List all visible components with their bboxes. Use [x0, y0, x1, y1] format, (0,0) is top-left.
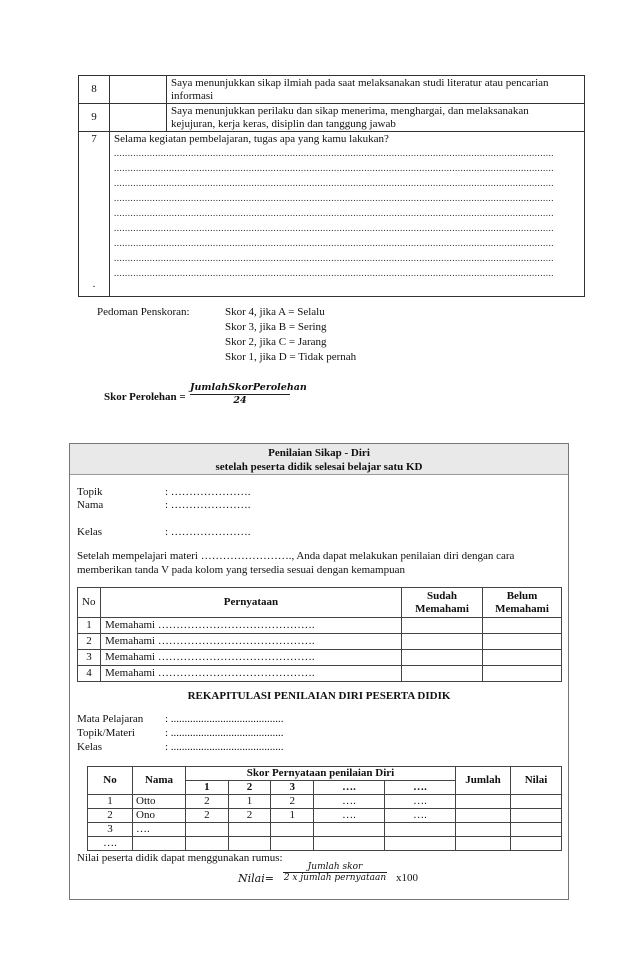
cell-nilai [511, 837, 562, 851]
sudah-checkbox-cell[interactable] [402, 650, 483, 666]
empty-cell [110, 104, 167, 132]
header-no: No [78, 588, 101, 618]
equals-sign: = [179, 391, 186, 403]
formula-numerator: Jumlah skor [283, 862, 387, 873]
cell-score: …. [385, 809, 456, 823]
statement-text: Memahami ……………………………………. [101, 666, 402, 682]
question-number: 7 [91, 133, 97, 145]
cell-score: …. [314, 809, 385, 823]
cell-nilai [511, 823, 562, 837]
table-header-row [88, 767, 562, 781]
header-col: 3 [271, 781, 314, 795]
cell-nama: Otto [133, 795, 186, 809]
cell-score [186, 823, 229, 837]
header-pernyataan: Pernyataan [101, 588, 402, 618]
statement-line: informasi [171, 89, 214, 102]
statement-cell [167, 104, 585, 132]
cell-score [228, 823, 271, 837]
sudah-checkbox-cell[interactable] [402, 666, 483, 682]
cell-score: …. [314, 795, 385, 809]
cell-no: …. [88, 837, 133, 851]
cell-no: 3 [88, 823, 133, 837]
cell-score [314, 823, 385, 837]
header-skor: Skor Pernyataan penilaian Diri [186, 767, 456, 781]
cell-score: 2 [186, 795, 229, 809]
belum-checkbox-cell[interactable] [483, 666, 562, 682]
table-row [78, 618, 562, 634]
table-header-row [78, 588, 562, 618]
statement-line: Saya menunjukkan sikap ilmiah pada saat melaksanakan studi literatur atau pencarian [171, 77, 549, 89]
cell-score [385, 823, 456, 837]
field-kelas-label: Kelas [77, 526, 103, 538]
cell-nama: …. [133, 823, 186, 837]
rekap-field-label: Topik/Materi [77, 727, 135, 739]
header-col: …. [314, 781, 385, 795]
cell-nama: Ono [133, 809, 186, 823]
answer-line: ................................................................................................................................................................ [114, 237, 554, 248]
table-row [78, 650, 562, 666]
rekap-field-value: : ......................................... [165, 741, 284, 753]
scoring-guide-list [225, 305, 356, 365]
cell-score [314, 837, 385, 851]
field-kelas-value: : …………………. [165, 526, 251, 538]
cell-no: 2 [88, 809, 133, 823]
cell-score [271, 823, 314, 837]
belum-checkbox-cell[interactable] [483, 618, 562, 634]
cell-jumlah [456, 823, 511, 837]
question-number-cell [79, 132, 110, 297]
cell-score [385, 837, 456, 851]
instruction-line: memberikan tanda V pada kolom yang tersedia sesuai dengan kemampuan [77, 564, 405, 576]
header-col: 2 [228, 781, 271, 795]
cell-no: 1 [88, 795, 133, 809]
question-row [79, 132, 585, 297]
top-table [78, 75, 585, 297]
fraction-denominator: 24 [233, 395, 247, 406]
nilai-instruction: Nilai peserta didik dapat menggunakan rumus: [77, 852, 283, 864]
table-row [78, 634, 562, 650]
skor-label-text: Skor Perolehan [104, 391, 177, 403]
answer-line: ................................................................................................................................................................ [114, 222, 554, 233]
self-assessment-frame [69, 443, 569, 900]
cell-score: 2 [186, 809, 229, 823]
table-row [79, 104, 585, 132]
statement-text: Memahami ……………………………………. [101, 650, 402, 666]
question-cell [110, 132, 585, 297]
field-topik-value: : …………………. [165, 486, 251, 498]
header-belum [483, 588, 562, 618]
header-sudah-line1: Sudah [427, 589, 457, 602]
answer-line: ................................................................................................................................................................ [114, 252, 554, 263]
sudah-checkbox-cell[interactable] [402, 634, 483, 650]
answer-line: ................................................................................................................................................................ [114, 267, 554, 278]
sudah-checkbox-cell[interactable] [402, 618, 483, 634]
statement-line: kejujuran, kerja keras, disiplin dan tanggung jawab [171, 117, 396, 130]
statement-no: 4 [78, 666, 101, 682]
header-no: No [88, 767, 133, 795]
cell-score: 2 [271, 795, 314, 809]
rekap-field-label: Kelas [77, 741, 103, 753]
empty-cell [110, 76, 167, 104]
header-sudah [402, 588, 483, 618]
statement-no: 2 [78, 634, 101, 650]
fraction-numerator: JumlahSkorPerolehan [190, 382, 307, 393]
table-row [88, 837, 562, 851]
cell-score: 1 [271, 809, 314, 823]
answer-line: ................................................................................................................................................................ [114, 192, 554, 203]
table-row [88, 795, 562, 809]
cell-nilai [511, 809, 562, 823]
cell-nilai [511, 795, 562, 809]
cell-score: 1 [228, 795, 271, 809]
header-belum-line1: Belum [506, 589, 538, 602]
cell-jumlah [456, 837, 511, 851]
field-topik-label: Topik [77, 486, 103, 498]
header-nilai: Nilai [511, 767, 562, 795]
header-belum-line2: Memahami [495, 602, 549, 615]
statement-table [77, 587, 562, 682]
belum-checkbox-cell[interactable] [483, 634, 562, 650]
answer-line: ................................................................................................................................................................ [114, 207, 554, 218]
guide-item: Skor 4, jika A = Selalu [225, 306, 325, 318]
statement-no: 1 [78, 618, 101, 634]
statement-no: 3 [78, 650, 101, 666]
header-col: 1 [186, 781, 229, 795]
rekap-field-label: Mata Pelajaran [77, 713, 144, 725]
table-row [78, 666, 562, 682]
cell-score [228, 837, 271, 851]
field-nama-label: Nama [77, 499, 104, 511]
skor-perolehan-label [104, 391, 186, 403]
header-nama: Nama [133, 767, 186, 795]
cell-jumlah [456, 795, 511, 809]
instruction-line: Setelah mempelajari materi ……………………., Anda dapat melakukan penilaian diri dengan cara [77, 550, 515, 562]
guide-label: Pedoman Penskoran: [97, 306, 190, 318]
rekap-table [87, 766, 562, 851]
answer-line: ................................................................................................................................................................ [114, 162, 554, 173]
cell-score [271, 837, 314, 851]
row-number: 8 [79, 76, 110, 104]
belum-checkbox-cell[interactable] [483, 650, 562, 666]
formula-fraction [283, 862, 387, 883]
rekap-title: REKAPITULASI PENILAIAN DIRI PESERTA DIDIK [187, 690, 451, 702]
rekap-field-value: : ......................................... [165, 727, 284, 739]
statement-text: Memahami ……………………………………. [101, 634, 402, 650]
table-row [88, 809, 562, 823]
header-col: …. [385, 781, 456, 795]
guide-item: Skor 3, jika B = Sering [225, 321, 327, 333]
question-text: Selama kegiatan pembelajaran, tugas apa yang kamu lakukan? [114, 133, 389, 145]
question-dot: . [92, 277, 96, 290]
form-subtitle: setelah peserta didik selesai belajar satu KD [215, 461, 423, 473]
answer-line: ................................................................................................................................................................ [114, 177, 554, 188]
table-row [88, 823, 562, 837]
statement-text: Memahami ……………………………………. [101, 618, 402, 634]
header-sudah-line2: Memahami [415, 602, 469, 615]
rekap-field-value: : ......................................... [165, 713, 284, 725]
statement-cell [167, 76, 585, 104]
field-nama-value: : …………………. [165, 499, 251, 511]
row-number: 9 [79, 104, 110, 132]
cell-nama [133, 837, 186, 851]
guide-item: Skor 1, jika D = Tidak pernah [225, 351, 357, 363]
table-row [79, 76, 585, 104]
statement-line: Saya menunjukkan perilaku dan sikap menerima, menghargai, dan melaksanakan [171, 105, 529, 117]
cell-jumlah [456, 809, 511, 823]
guide-item: Skor 2, jika C = Jarang [225, 336, 327, 348]
skor-fraction [190, 382, 307, 406]
cell-score [186, 837, 229, 851]
formula-prefix: Nilai= [238, 872, 274, 885]
answer-line: ................................................................................................................................................................ [114, 147, 554, 158]
form-title: Penilaian Sikap - Diri [268, 447, 370, 459]
cell-score: 2 [228, 809, 271, 823]
formula-denominator: 2 x jumlah pernyataan [283, 873, 387, 883]
header-jumlah: Jumlah [456, 767, 511, 795]
cell-score: …. [385, 795, 456, 809]
formula-suffix: x100 [396, 872, 418, 884]
